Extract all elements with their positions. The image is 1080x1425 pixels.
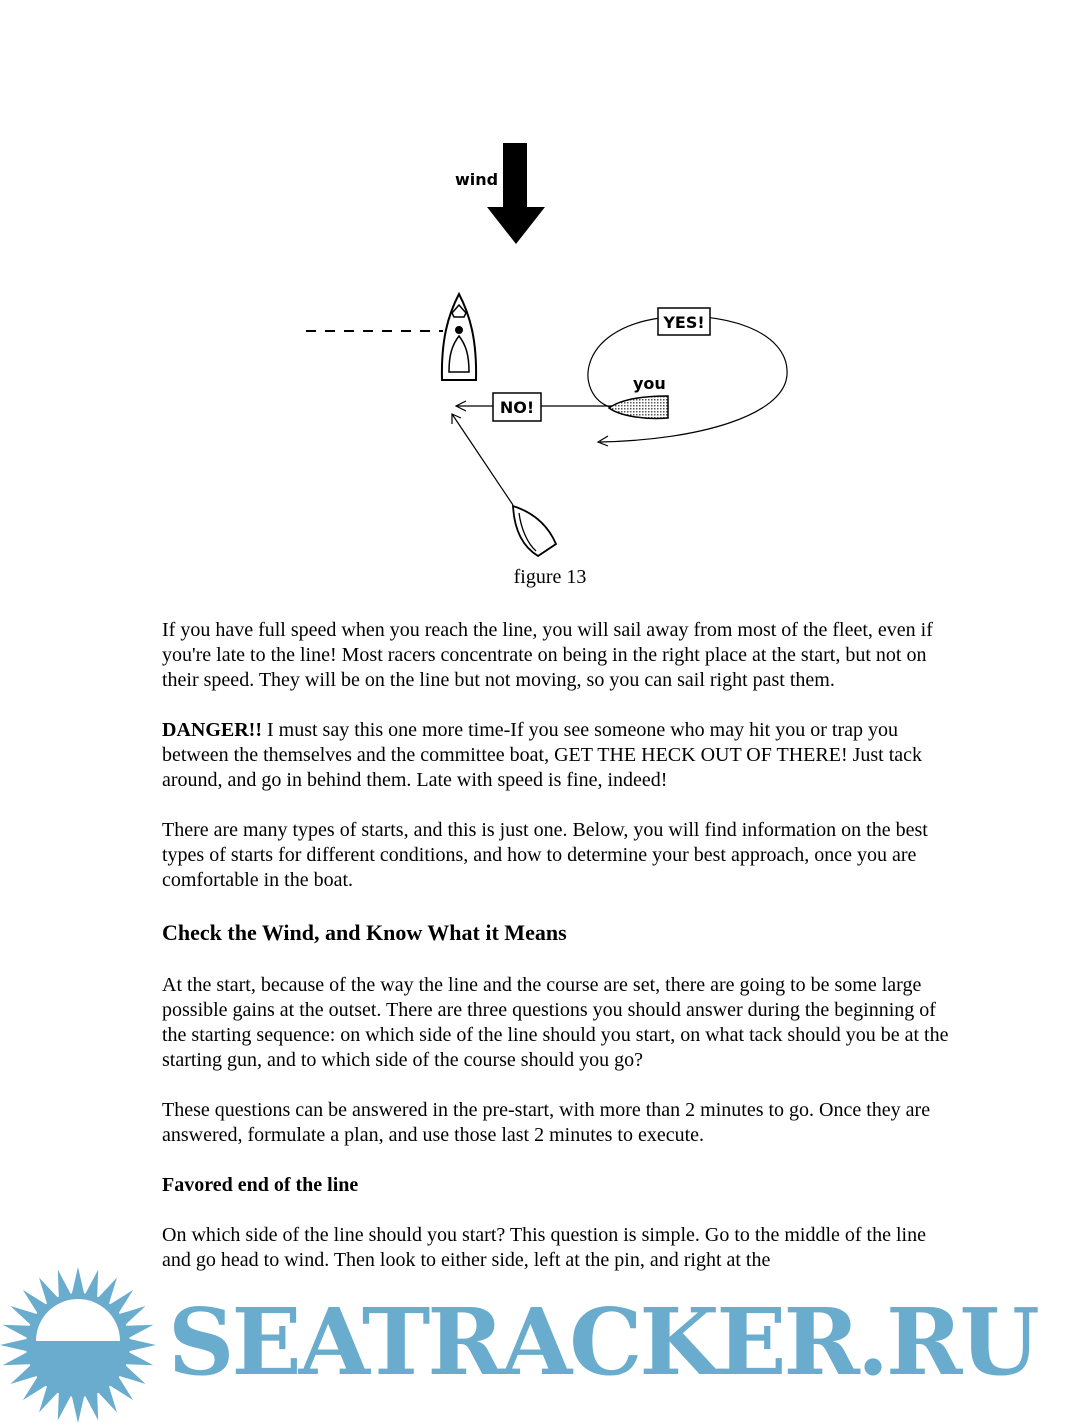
paragraph-full-speed: If you have full speed when you reach the line, you will sail away from most of the fleet, even if you're late to the line! Most racers concentrate on being in the right place at the start, but not on their speed. They will be on the line but not moving, so you can sail right past them. xyxy=(162,619,933,691)
no-label: NO! xyxy=(499,398,535,417)
your-boat-icon xyxy=(609,396,668,419)
danger-label: DANGER!! xyxy=(162,719,262,741)
subheading-favored-end: Favored end of the line xyxy=(162,1174,359,1196)
approach-path xyxy=(452,414,513,505)
sun-logo-icon xyxy=(0,1265,170,1425)
danger-text: I must say this one more time-If you see someone who may hit you or trap you between the themselves and the committee boat, GET THE HECK OUT OF THERE! Just tack around, and go in behind them. Late with speed is fine, indeed! xyxy=(162,719,923,791)
watermark xyxy=(0,1265,1080,1425)
wind-label: wind xyxy=(455,170,499,189)
section-heading-check-wind: Check the Wind, and Know What it Means xyxy=(162,920,567,945)
approaching-boat-icon xyxy=(513,506,556,556)
sailing-start-diagram xyxy=(0,0,1080,600)
paragraph-pre-start: These questions can be answered in the pre-start, with more than 2 minutes to go. Once they are answered, formulate a plan, and use those last 2 minutes to execute. xyxy=(162,1099,931,1146)
wind-arrow-icon xyxy=(487,143,545,244)
paragraph-types-of-starts: There are many types of starts, and this is just one. Below, you will find information on the best types of starts for different conditions, and how to determine your best approach, once you are comfortable in the boat. xyxy=(162,819,928,891)
paragraph-which-side: On which side of the line should you start? This question is simple. Go to the middle of the line and go head to wind. Then look to either side, left at the pin, and right at the xyxy=(162,1224,926,1271)
diagram-svg xyxy=(0,0,1080,600)
paragraph-danger xyxy=(162,718,952,793)
you-label: you xyxy=(633,374,666,393)
watermark-text: SEATRACKER.RU xyxy=(168,1288,1037,1396)
article-body xyxy=(162,618,952,1298)
paragraph-three-questions: At the start, because of the way the line and the course are set, there are going to be some large possible gains at the outset. There are three questions you should answer during the beginning of the starting sequence: on which side of the line should you start, on what tack should you be at the starting gun, and to which side of the course should you go? xyxy=(162,974,949,1071)
yes-label: YES! xyxy=(663,313,705,332)
figure-caption: figure 13 xyxy=(513,566,587,588)
committee-boat-icon xyxy=(442,294,476,380)
